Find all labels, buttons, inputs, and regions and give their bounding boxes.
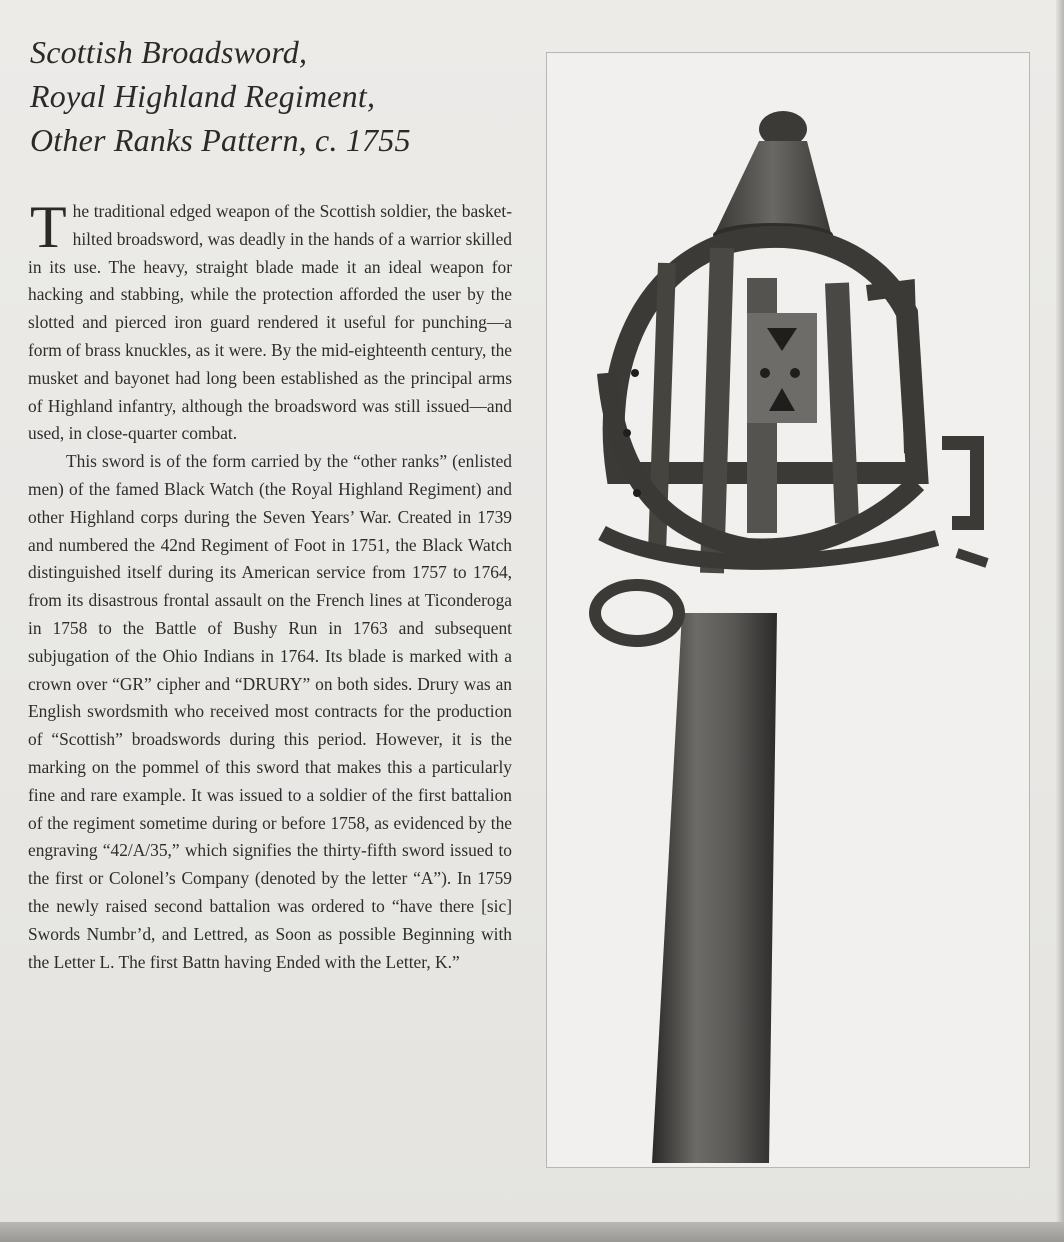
body-text <box>28 194 512 976</box>
paragraph-2: This sword is of the form carried by the “other ranks” (enlisted men) of the famed Black Watch (the Royal Highland Regiment) and other Highland corps during the Seven Years’ War. Created in 1739 and numbered the 42nd Regiment of Foot in 1751, the Black Watch distinguished itself during its American service from 1757 to 1764, from its disastrous frontal assault on the French lines at Ticonderoga in 1758 to the Battle of Bushy Run in 1763 and subsequent subjugation of the Ohio Indians in 1764. Its blade is marked with a crown over “GR” cipher and “DRURY” on both sides. Drury was an English swordsmith who received most contracts for the production of “Scottish” broadswords during this period. However, it is the marking on the pommel of this sword that makes this a particularly fine and rare example. It was issued to a soldier of the first battalion of the regiment sometime during or before 1758, as evidenced by the engraving “42/A/35,” which signifies the thirty-fifth sword issued to the first or Colonel’s Company (denoted by the letter “A”). In 1759 the newly raised second battalion was ordered to “have there [sic] Swords Numbr’d, and Lettred, as Soon as possible Beginning with the Letter L. The first Battn having Ended with the Letter, K.” <box>28 451 512 972</box>
page-bottom-edge <box>0 1222 1064 1242</box>
title-line-2: Royal Highland Regiment, <box>30 78 376 114</box>
sword-photo <box>546 52 1030 1168</box>
pommel <box>715 141 831 233</box>
paragraph-1 <box>28 194 512 448</box>
page-title <box>30 30 530 162</box>
drop-cap: T <box>30 194 67 260</box>
title-line-3: Other Ranks Pattern, c. 1755 <box>30 122 411 158</box>
title-line-1: Scottish Broadsword, <box>30 34 308 70</box>
blade <box>652 613 777 1163</box>
paragraph-1-text: he traditional edged weapon of the Scottish soldier, the basket-hilted broadsword, was deadly in the hands of a warrior skilled in its use. The heavy, straight blade made it an ideal weapon for hacking and stabbing, while the protection afforded the user by the slotted and pierced iron guard rendered it useful for punching—a form of brass knuckles, as it were. By the mid-eighteenth century, the musket and bayonet had long been established as the principal arms of Highland infantry, although the broadsword was still issued—and used, in close-quarter combat. <box>28 201 512 444</box>
broadsword-hilt-image <box>547 53 1029 1167</box>
page-edge-shadow <box>1056 0 1064 1242</box>
